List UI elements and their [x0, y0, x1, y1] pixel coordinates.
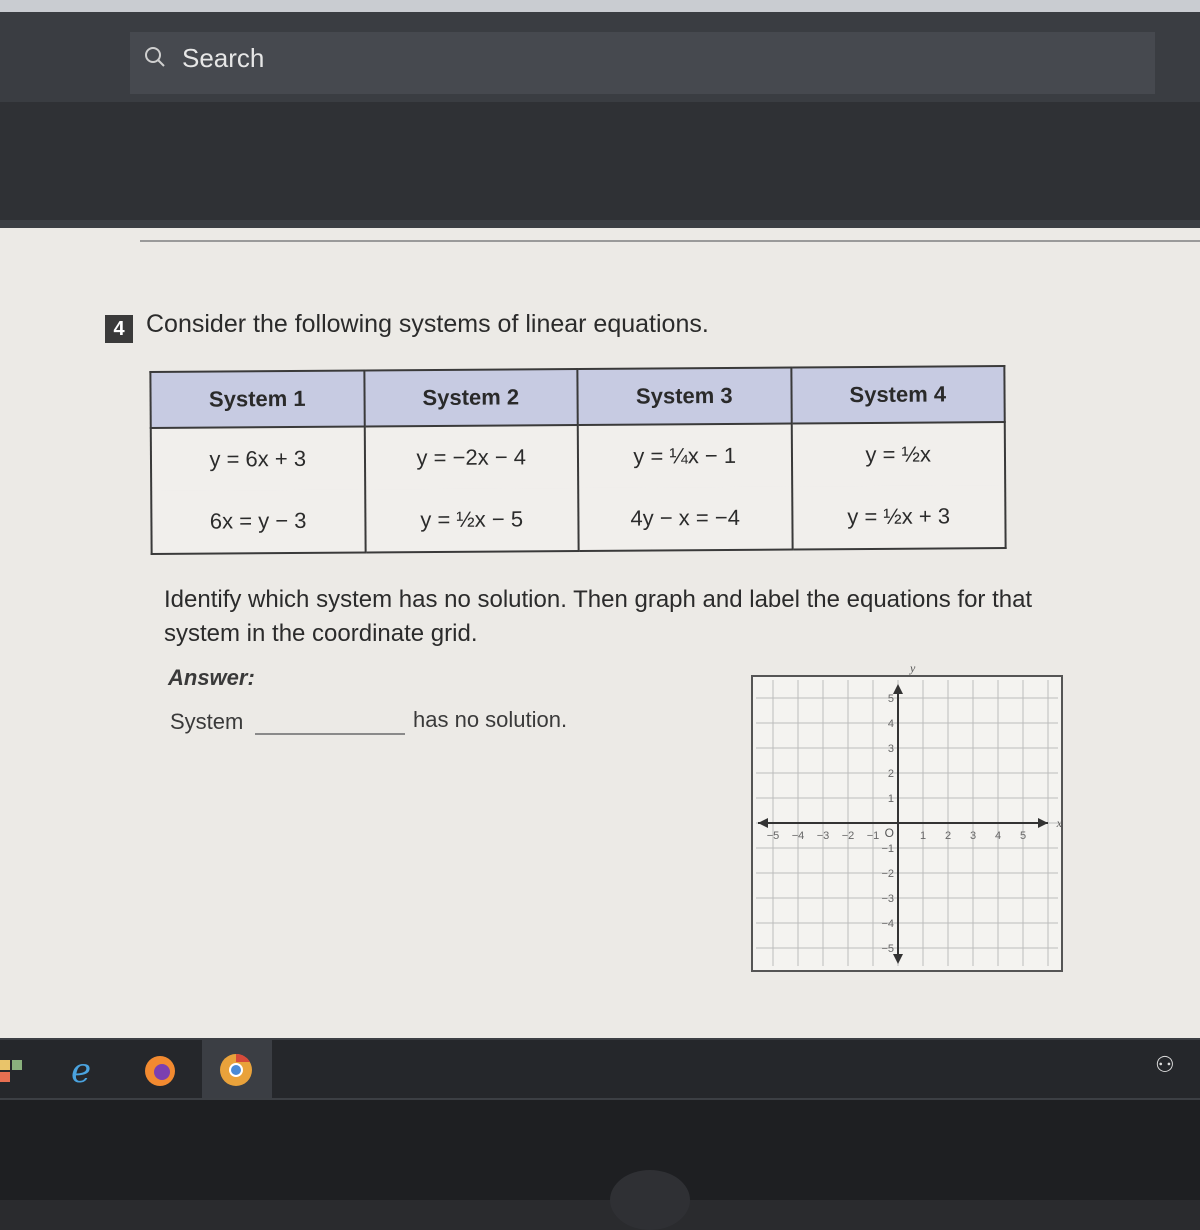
- browser-toolbar: [0, 12, 1200, 102]
- system-1-equation-2: 6x = y − 3: [151, 489, 365, 553]
- system-4-equation-2: y = ½x + 3: [792, 485, 1006, 549]
- x-tick-label: 2: [944, 830, 952, 842]
- y-tick-label: 2: [887, 768, 894, 780]
- x-tick-label: −5: [766, 830, 780, 842]
- x-axis-label: x: [1056, 816, 1062, 830]
- y-tick-label: 3: [887, 743, 894, 755]
- question-instructions: Identify which system has no solution. Then graph and label the equations for that system in the coordinate grid.: [164, 586, 1033, 647]
- system-1-equation-1: y = 6x + 3: [151, 426, 365, 490]
- systems-table: [149, 365, 1006, 555]
- answer-prefix: System: [170, 709, 244, 734]
- y-tick-label: −4: [881, 918, 894, 930]
- systems-header-row: [150, 366, 1004, 428]
- system-3-equation-1: y = ¼x − 1: [578, 424, 792, 488]
- worksheet-page: [0, 228, 1200, 1038]
- divider: [140, 240, 1200, 242]
- y-tick-label: 1: [887, 793, 894, 805]
- search-placeholder: Search: [182, 43, 265, 73]
- x-tick-label: −2: [841, 830, 855, 842]
- window-top-strip: [0, 0, 1200, 12]
- y-tick-label: −3: [881, 893, 894, 905]
- question-prompt: Consider the following systems of linear equations.: [146, 310, 709, 338]
- system-2-equation-2: y = ½x − 5: [365, 488, 579, 552]
- system-3-header: System 3: [577, 368, 791, 425]
- answer-blank-field[interactable]: [255, 733, 405, 735]
- x-tick-label: 5: [1019, 830, 1027, 842]
- origin-label: O: [884, 826, 894, 840]
- search-icon: [144, 46, 166, 68]
- system-4-equation-1: y = ½x: [791, 422, 1005, 486]
- x-tick-label: −4: [791, 830, 805, 842]
- search-input[interactable]: [130, 32, 1155, 94]
- x-tick-label: 3: [969, 830, 977, 842]
- system-2-header: System 2: [364, 369, 578, 426]
- hp-logo: [610, 1170, 690, 1230]
- chrome-icon[interactable]: [216, 1050, 256, 1090]
- system-4-header: System 4: [791, 366, 1005, 423]
- answer-label: Answer:: [168, 665, 255, 690]
- x-tick-label: 4: [994, 830, 1002, 842]
- windows-start-icon[interactable]: [0, 1050, 32, 1090]
- answer-suffix: has no solution.: [413, 707, 568, 732]
- y-axis-label: y: [910, 661, 916, 675]
- y-tick-label: 5: [887, 693, 894, 705]
- y-tick-label: −5: [881, 943, 894, 955]
- svg-text:e: e: [71, 1051, 92, 1090]
- x-tick-label: −3: [816, 830, 830, 842]
- y-tick-label: −1: [881, 843, 894, 855]
- equation-row-1: [151, 422, 1005, 491]
- browser-content-header: [0, 102, 1200, 220]
- equation-row-2: [151, 485, 1005, 554]
- question-number-badge: 4: [105, 315, 133, 343]
- y-tick-label: 4: [887, 718, 894, 730]
- system-2-equation-1: y = −2x − 4: [364, 425, 578, 489]
- coordinate-grid-svg: [748, 658, 1068, 978]
- x-tick-label: −1: [866, 830, 880, 842]
- coordinate-grid[interactable]: [748, 658, 1068, 978]
- firefox-icon[interactable]: [140, 1050, 180, 1090]
- people-icon[interactable]: ⚇: [1155, 1052, 1175, 1077]
- x-tick-label: 1: [919, 830, 927, 842]
- system-1-header: System 1: [150, 370, 364, 427]
- internet-explorer-icon[interactable]: [66, 1050, 106, 1090]
- y-tick-label: −2: [881, 868, 894, 880]
- taskbar: [0, 1040, 1200, 1098]
- system-3-equation-2: 4y − x = −4: [578, 487, 792, 551]
